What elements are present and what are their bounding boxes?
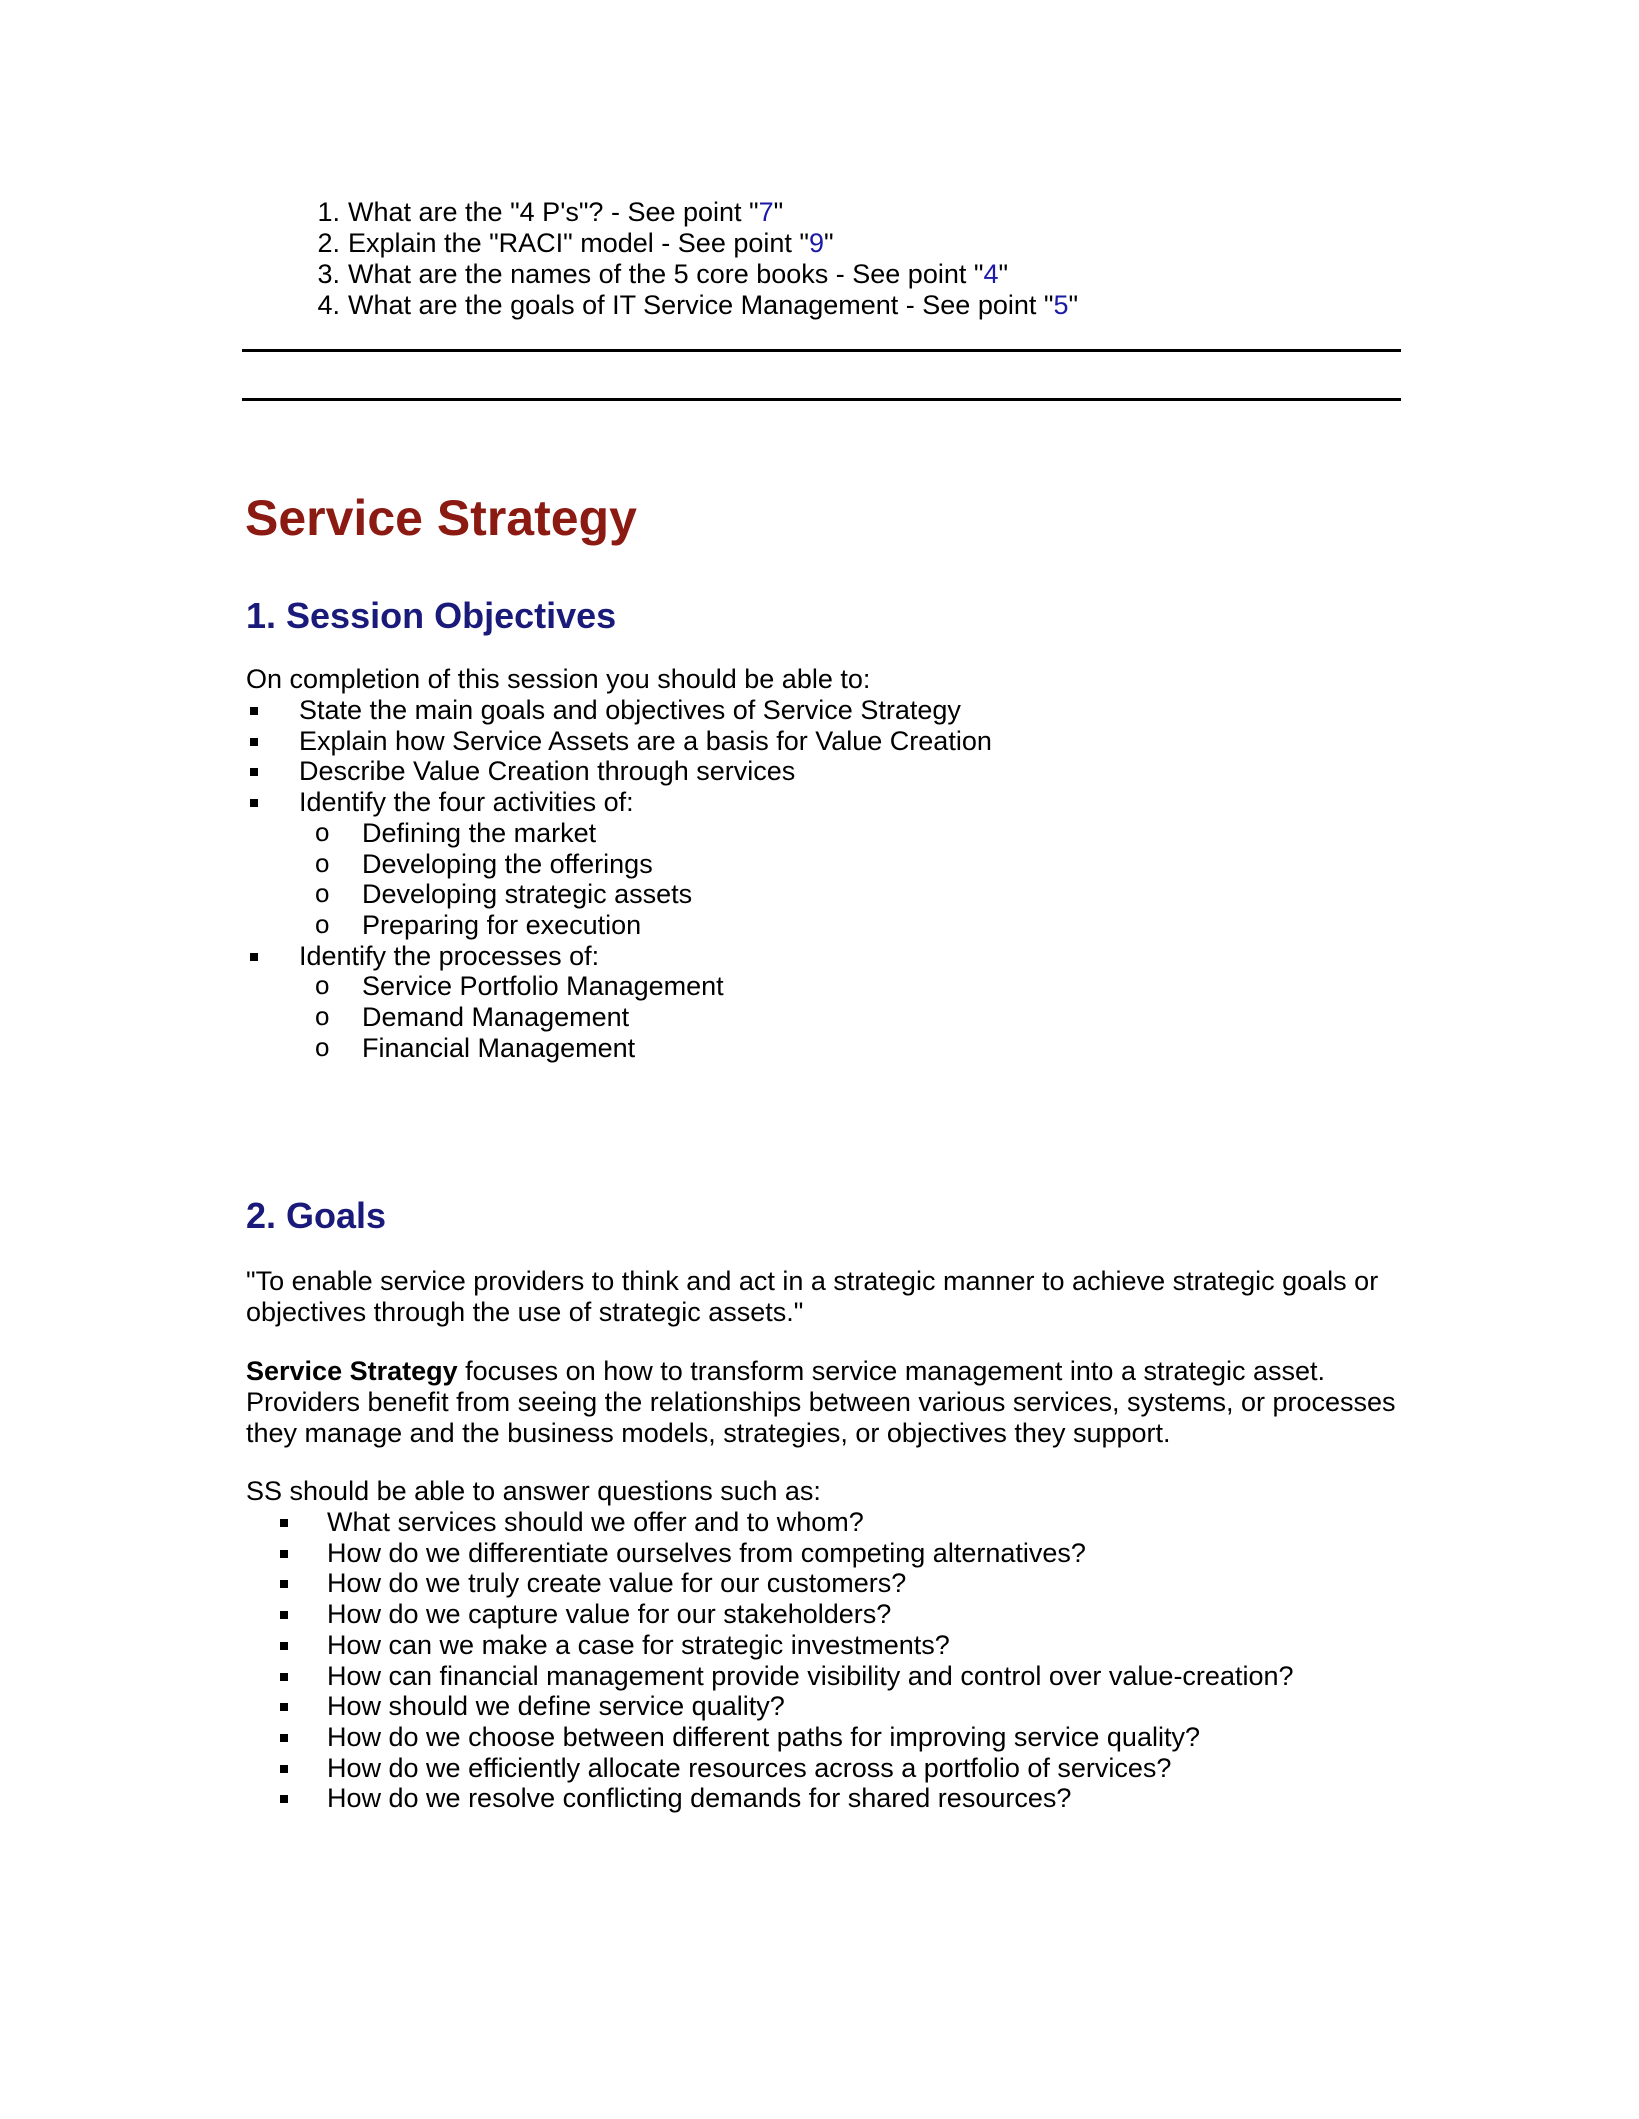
bullet-icon <box>280 1642 288 1650</box>
circle-bullet-icon: o <box>315 1031 330 1062</box>
bullet-icon <box>280 1611 288 1619</box>
goals-description: Service Strategy focuses on how to transform service management into a strategic asset. Providers benefit from seeing the relationships between various services, systems, or processes they manage and the business models, strategies, or objectives they support. <box>246 1356 1396 1448</box>
list-item: 3. What are the names of the 5 core books - See point "4" <box>317 259 1009 289</box>
circle-bullet-icon: o <box>315 970 330 1001</box>
circle-bullet-icon: o <box>315 1001 330 1032</box>
bullet-icon <box>250 799 258 807</box>
list-item: 1. What are the "4 P's"? - See point "7" <box>317 197 784 227</box>
goals-quote: "To enable service providers to think and act in a strategic manner to achieve strategic goals or objectives through the use of strategic assets." <box>246 1266 1379 1327</box>
section-heading-goals: 2. Goals <box>246 1195 387 1236</box>
list-item: Identify the four activities of: <box>250 787 992 818</box>
list-item: o Defining the market <box>315 816 597 848</box>
bullet-icon <box>280 1673 288 1681</box>
list-item: What services should we offer and to whom? <box>280 1507 1294 1538</box>
list-item: 2. Explain the "RACI" model - See point "9" <box>317 228 834 258</box>
question-list <box>300 197 1078 321</box>
list-item: 4. What are the goals of IT Service Management - See point "5" <box>317 290 1079 320</box>
strategy-questions-list <box>280 1507 1294 1814</box>
bullet-icon <box>250 707 258 715</box>
page-title: Service Strategy <box>245 490 637 546</box>
list-item: State the main goals and objectives of Service Strategy <box>250 695 992 726</box>
question-text: What are the "4 P's"? - See point " <box>348 197 759 227</box>
list-item: How do we capture value for our stakeholders? <box>280 1599 1294 1630</box>
bullet-icon <box>280 1519 288 1527</box>
bold-term: Service Strategy <box>246 1356 458 1386</box>
list-item: o Developing strategic assets <box>315 878 693 910</box>
questions-intro: SS should be able to answer questions such as: <box>246 1476 821 1506</box>
list-item: o Service Portfolio Management <box>315 970 724 1002</box>
circle-bullet-icon: o <box>315 878 330 909</box>
list-item: Identify the processes of: <box>250 941 992 972</box>
list-item: Explain how Service Assets are a basis for Value Creation <box>250 726 992 757</box>
question-text: What are the goals of IT Service Management - See point " <box>348 290 1054 320</box>
circle-bullet-icon: o <box>315 816 330 847</box>
list-item: How do we efficiently allocate resources across a portfolio of services? <box>280 1753 1294 1784</box>
bullet-icon <box>280 1765 288 1773</box>
divider <box>242 349 1401 352</box>
point-link[interactable]: 7 <box>758 197 774 227</box>
list-item: How do we choose between different paths for improving service quality? <box>280 1722 1294 1753</box>
point-link[interactable]: 4 <box>983 259 999 289</box>
list-item: o Financial Management <box>315 1031 636 1063</box>
circle-bullet-icon: o <box>315 908 330 939</box>
circle-bullet-icon: o <box>315 847 330 878</box>
question-text: Explain the "RACI" model - See point " <box>348 228 809 258</box>
point-link[interactable]: 9 <box>808 228 825 258</box>
objectives-intro: On completion of this session you should be able to: <box>246 664 871 694</box>
list-item: How do we truly create value for our customers? <box>280 1568 1294 1599</box>
bullet-icon <box>280 1580 288 1588</box>
point-link[interactable]: 5 <box>1053 290 1069 320</box>
list-item: How should we define service quality? <box>280 1691 1294 1722</box>
bullet-icon <box>250 953 258 961</box>
bullet-icon <box>280 1550 288 1558</box>
list-item: o Preparing for execution <box>315 908 642 940</box>
list-item: o Developing the offerings <box>315 847 653 879</box>
bullet-icon <box>280 1795 288 1803</box>
list-item: How do we differentiate ourselves from competing alternatives? <box>280 1538 1294 1569</box>
objectives-list <box>250 695 992 1063</box>
bullet-icon <box>280 1703 288 1711</box>
list-item: o Demand Management <box>315 1001 630 1033</box>
list-item: How can we make a case for strategic investments? <box>280 1630 1294 1661</box>
section-heading-objectives: 1. Session Objectives <box>246 595 617 636</box>
bullet-icon <box>250 738 258 746</box>
list-item: How do we resolve conflicting demands for shared resources? <box>280 1783 1294 1814</box>
list-item: How can financial management provide visibility and control over value-creation? <box>280 1661 1294 1692</box>
question-text: What are the names of the 5 core books - See point " <box>348 259 984 289</box>
bullet-icon <box>280 1734 288 1742</box>
divider <box>242 398 1401 401</box>
list-item: Describe Value Creation through services <box>250 756 992 787</box>
bullet-icon <box>250 768 258 776</box>
